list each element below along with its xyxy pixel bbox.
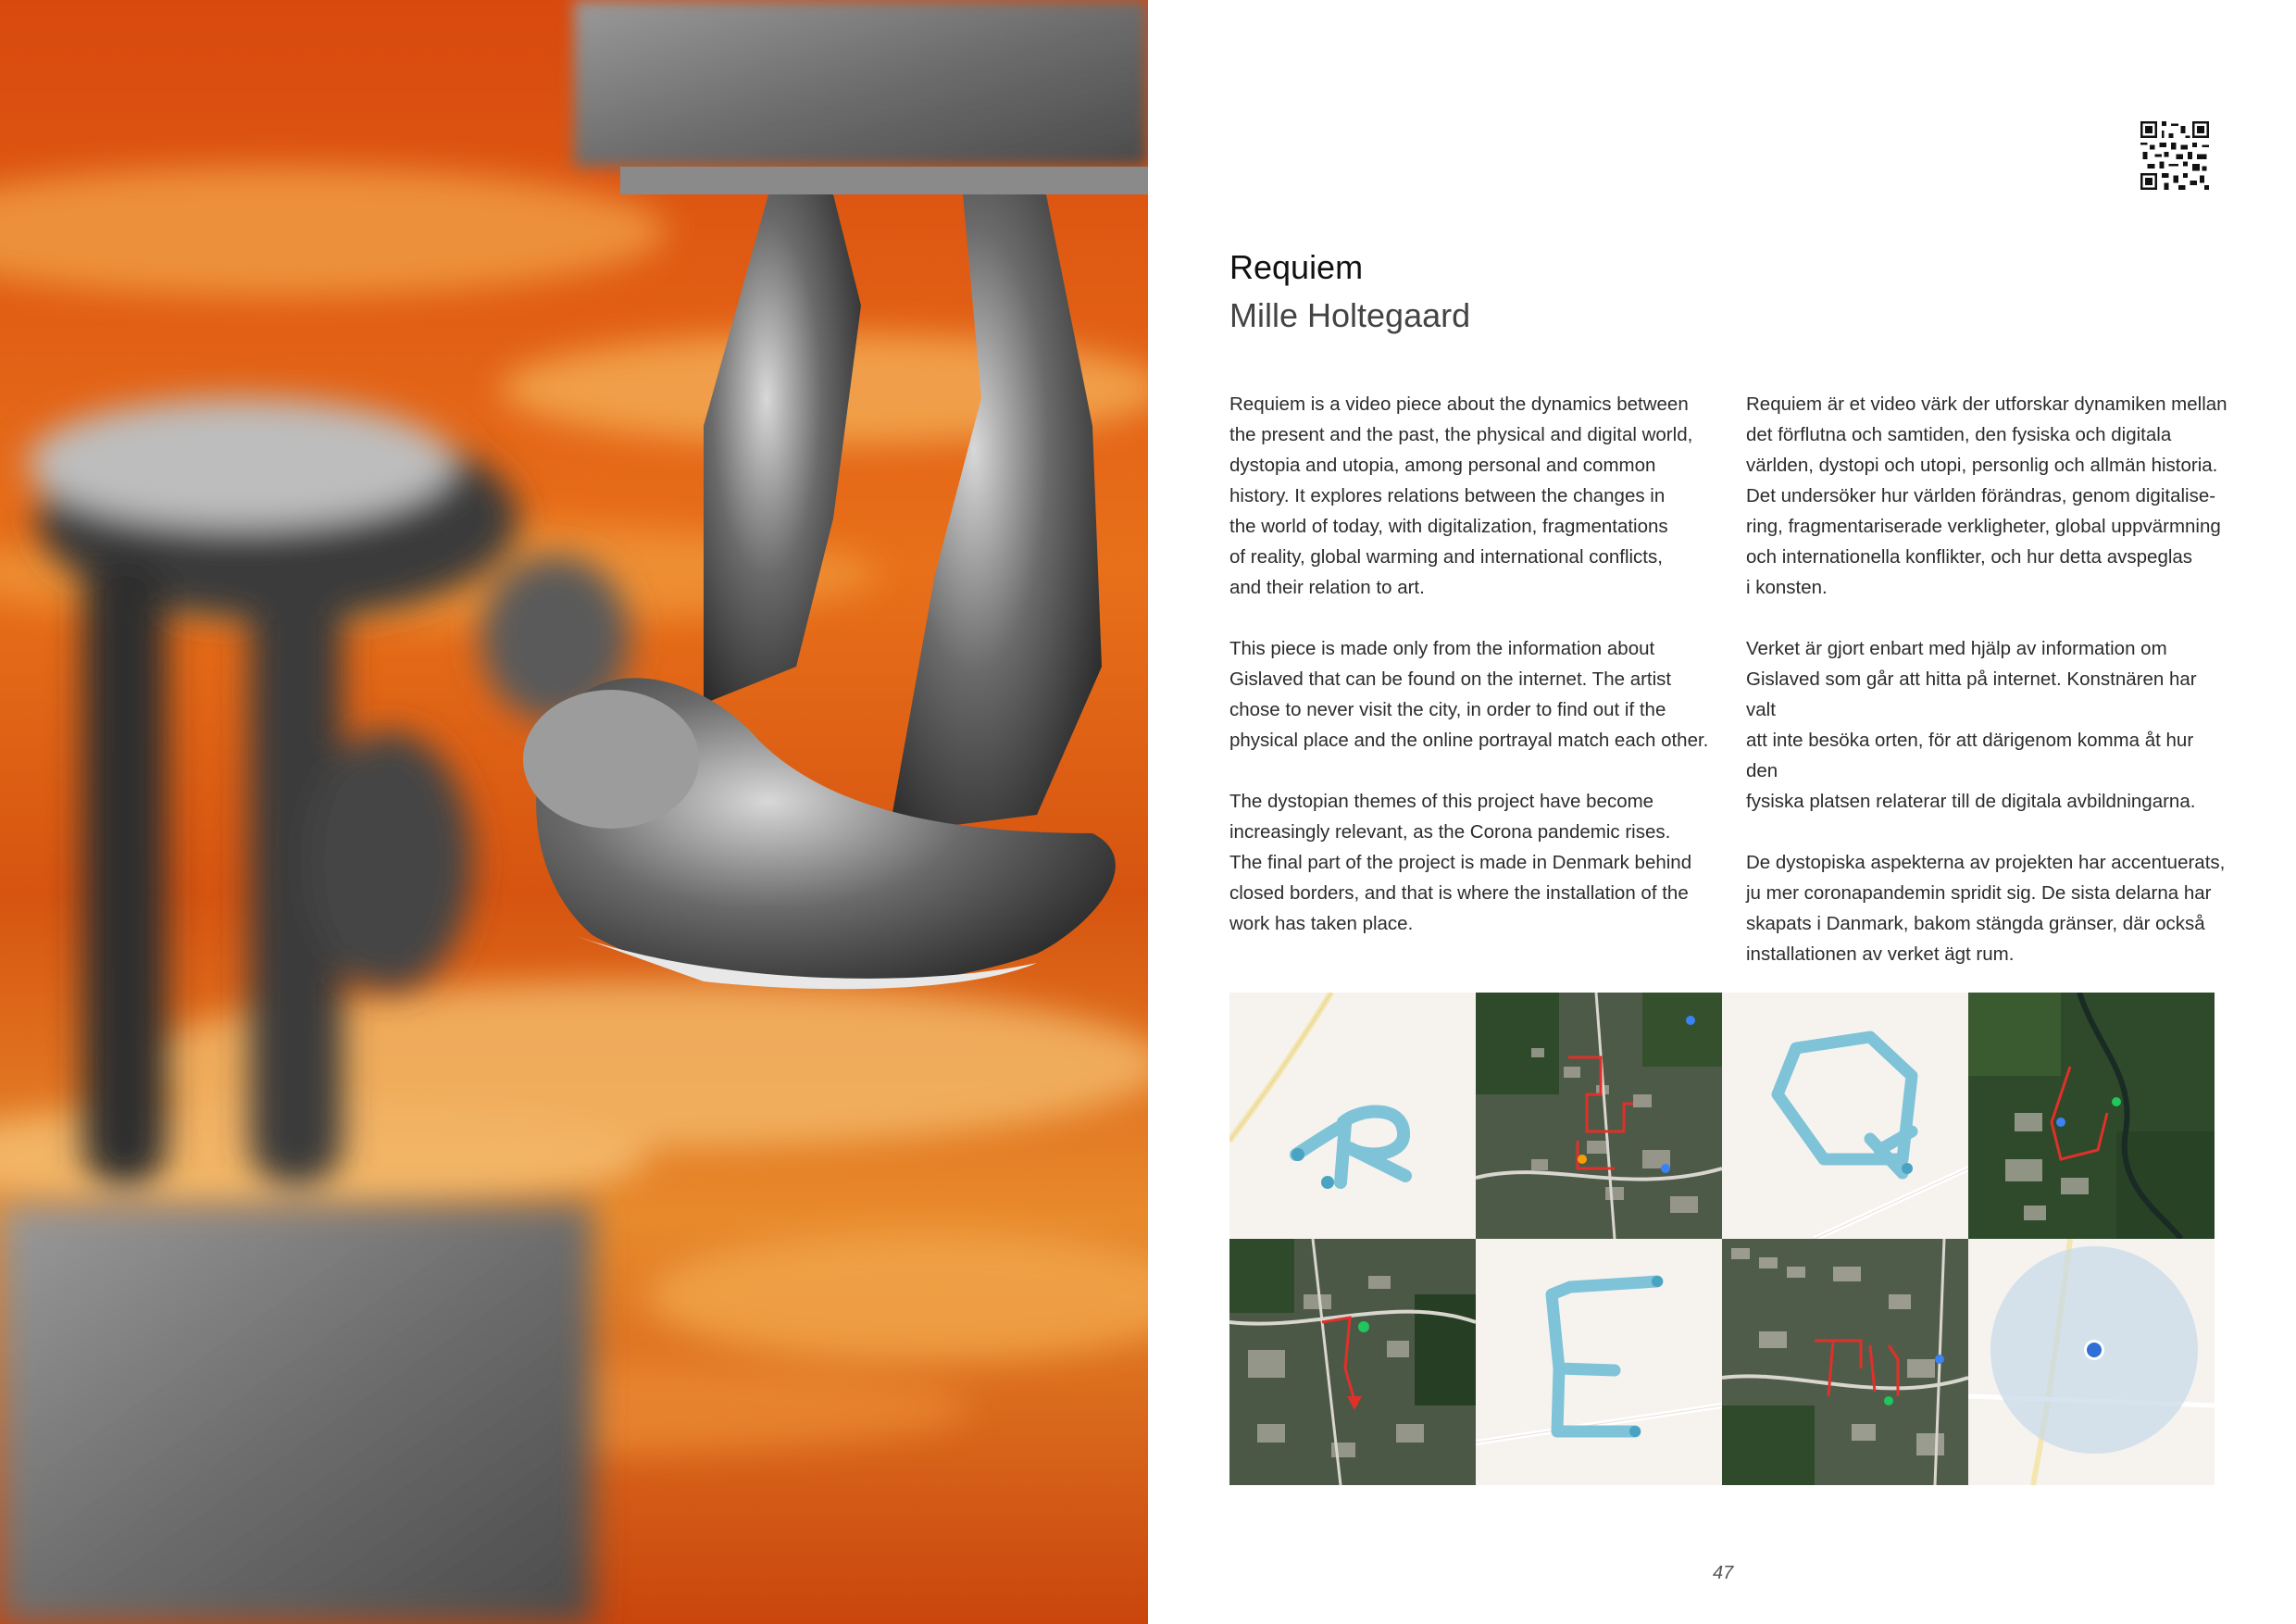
- english-paragraph: This piece is made only from the information about Gislaved that can be found on the internet. The artist chose to never visit the city, in order to find out if the physical place and the online portrayal match each other.: [1229, 638, 1709, 751]
- english-paragraph: Requiem is a video piece about the dynamics between the present and the past, the physical and digital world, dystopia and utopia, among personal and common history. It explores relations between the changes in the world of today, with digitalization, fragmentations of reality, global warming and international conflicts, and their relation to art.: [1229, 394, 1693, 598]
- qr-code-icon[interactable]: [2140, 121, 2209, 190]
- satellite-tile-route: [1968, 993, 2215, 1239]
- satellite-tile-route: [1229, 1239, 1476, 1485]
- satellite-tile-route: [1722, 1239, 1968, 1485]
- swedish-paragraph: De dystopiska aspekterna av projekten har accentuerats, ju mer coronapandemin spridit sig. De sista delarna har skapats i Danmark, bakom stängda gränser, där också installationen av verket ägt rum.: [1746, 852, 2226, 965]
- map-tile-grid: [1229, 993, 2215, 1485]
- map-tile-letter-q: [1722, 993, 1968, 1239]
- swedish-paragraph: Verket är gjort enbart med hjälp av information om Gislaved som går att hitta på internet. Konstnären har valt att inte besöka orten, för att därigenom komma åt hur den fysiska platsen relaterar till de digitala avbildningarna.: [1746, 638, 2197, 812]
- swedish-paragraph: Requiem är et video värk der utforskar dynamiken mellan det förflutna och samtiden, den fysiska och digitala världen, dystopi och utopi, personlig och allmän historia. Det undersöker hur världen förändras, genom digitalise- ring, fragmentariserade verkligheter, global uppvärmning och internationella konflikter, och hur detta avspeglas i konsten.: [1746, 394, 2227, 598]
- page-title: Requiem: [1229, 248, 1364, 286]
- swedish-text-column: [1746, 389, 2227, 1000]
- map-tile-location: [1968, 1239, 2215, 1485]
- page-number: 47: [1713, 1563, 1734, 1583]
- map-tile-letter-e: [1476, 1239, 1722, 1485]
- artist-name: Mille Holtegaard: [1229, 296, 1471, 334]
- english-paragraph: The dystopian themes of this project have become increasingly relevant, as the Corona pandemic rises. The final part of the project is made in Denmark behind closed borders, and that is where the installation of the work has taken place.: [1229, 791, 1692, 934]
- english-text-column: [1229, 389, 1711, 969]
- map-tile-letter-r: [1229, 993, 1476, 1239]
- satellite-tile-route: [1476, 993, 1722, 1239]
